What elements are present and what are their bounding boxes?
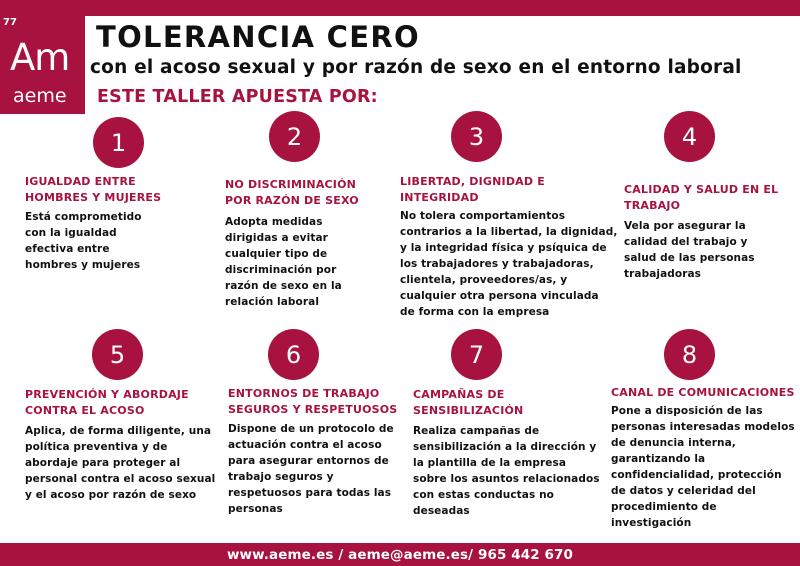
item-description-8: Pone a disposición de las personas interesadas modelos de denuncia interna, garantizando la confidencialidad, protección de datos y celeridad del procedimiento de investigación <box>611 405 795 529</box>
item-title-7: CAMPAÑAS DE SENSIBILIZACIÓN <box>413 388 524 417</box>
item-description-3: No tolera comportamientos contrarios a la libertad, la dignidad, y la integridad física y psíquica de los trabajadores y trabajadoras, clientela, proveedores/as, y cualquier otra persona vinculada de forma con la empresa <box>400 210 618 318</box>
number-badge-5: 5 <box>92 329 143 380</box>
item-title-4: CALIDAD Y SALUD EN EL TRABAJO <box>624 183 779 212</box>
item-title-8: CANAL DE COMUNICACIONES <box>611 386 795 399</box>
item-description-6: Dispone de un protocolo de actuación contra el acoso para asegurar entornos de trabajo seguros y respetuosos para todas las personas <box>228 423 394 515</box>
item-description-2: Adopta medidas dirigidas a evitar cualquier tipo de discriminación por razón de sexo en la relación laboral <box>225 216 342 308</box>
number-badge-6: 6 <box>268 329 319 380</box>
item-description-1: Está comprometido con la igualdad efectiva entre hombres y mujeres <box>25 211 142 271</box>
item-title-6: ENTORNOS DE TRABAJO SEGUROS Y RESPETUOSOS <box>228 387 398 416</box>
logo-mark: Am <box>10 36 70 79</box>
footer-contact[interactable]: www.aeme.es / aeme@aeme.es/ 965 442 670 <box>226 546 574 563</box>
item-description-4: Vela por asegurar la calidad del trabajo y salud de las personas trabajadoras <box>624 220 755 280</box>
logo-name: aeme <box>13 85 67 107</box>
number-badge-1: 1 <box>93 117 144 168</box>
number-badge-4: 4 <box>664 111 715 162</box>
item-description-5: Aplica, de forma diligente, una política preventiva y de abordaje para proteger al personal contra el acoso sexual y el acoso por razón de sexo <box>25 425 216 501</box>
footer-banner <box>0 543 800 566</box>
aeme-logo <box>0 0 85 114</box>
page-title: TOLERANCIA CERO <box>96 20 420 54</box>
item-title-1: IGUALDAD ENTRE HOMBRES Y MUJERES <box>25 175 162 204</box>
number-badge-3: 3 <box>451 111 502 162</box>
item-description-7: Realiza campañas de sensibilización a la dirección y la plantilla de la empresa sobre los asuntos relacionados con estas conductas no deseadas <box>413 425 600 517</box>
number-badge-7: 7 <box>451 329 502 380</box>
number-badge-2: 2 <box>269 111 320 162</box>
item-title-2: NO DISCRIMINACIÓN POR RAZÓN DE SEXO <box>225 178 359 207</box>
top-banner <box>0 0 800 16</box>
item-title-5: PREVENCIÓN Y ABORDAJE CONTRA EL ACOSO <box>25 388 189 417</box>
item-title-3: LIBERTAD, DIGNIDAD E INTEGRIDAD <box>400 175 545 204</box>
logo-number: 77 <box>3 17 17 28</box>
section-intro: ESTE TALLER APUESTA POR: <box>97 87 378 107</box>
number-badge-8: 8 <box>664 329 715 380</box>
page-subtitle: con el acoso sexual y por razón de sexo en el entorno laboral <box>90 57 742 78</box>
